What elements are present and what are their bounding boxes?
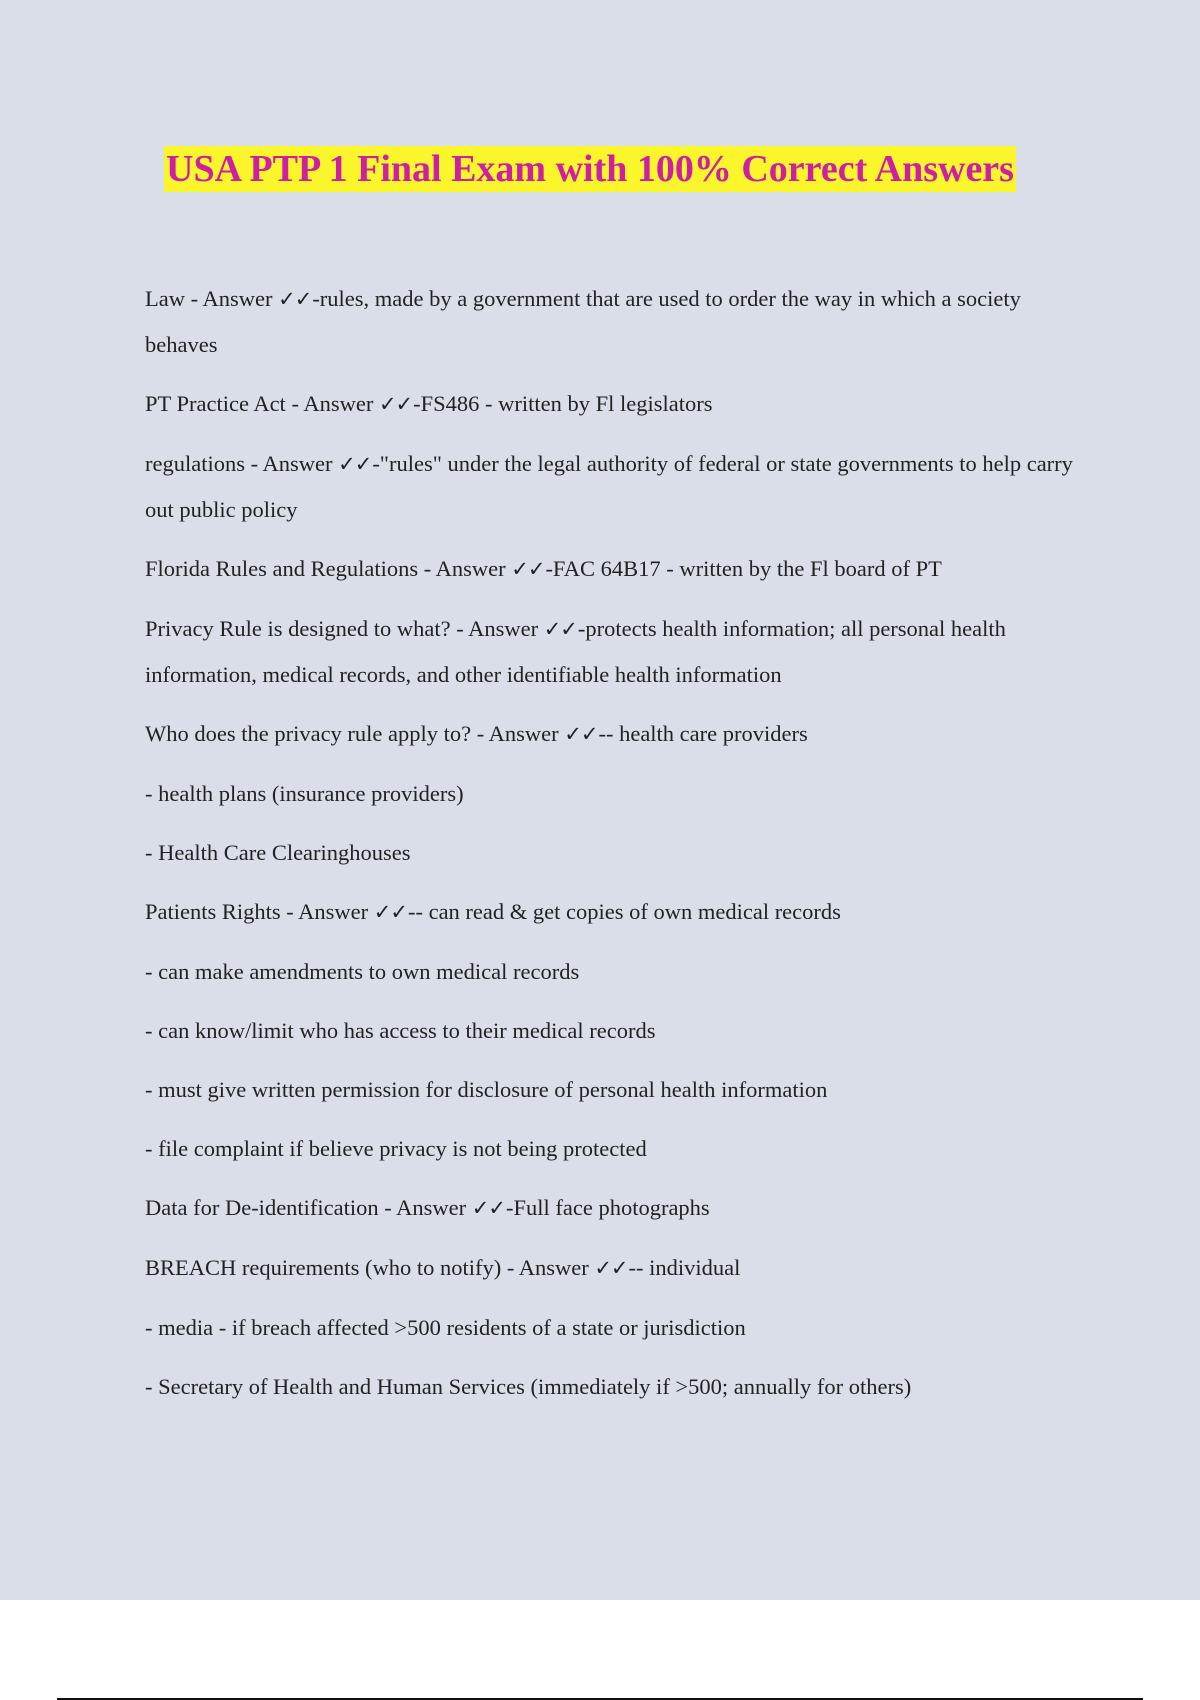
qa-answer-line: - Secretary of Health and Human Services (immediately if >500; annually for others) <box>145 1374 912 1399</box>
double-check-icon: ✓✓ <box>594 1256 628 1280</box>
qa-term: Patients Rights <box>145 899 281 924</box>
qa-entry: PT Practice Act - Answer ✓✓-FS486 - written by Fl legislators <box>145 391 713 416</box>
qa-term: Florida Rules and Regulations <box>145 556 419 581</box>
qa-entry: Florida Rules and Regulations - Answer ✓✓-FAC 64B17 - written by the Fl board of PT <box>145 556 942 581</box>
qa-term: PT Practice Act <box>145 391 286 416</box>
double-check-icon: ✓✓ <box>471 1196 505 1220</box>
qa-answer: -- health care providers <box>598 721 808 746</box>
title-wrap <box>0 146 1200 192</box>
qa-term: Law <box>145 286 185 311</box>
qa-answer: -- individual <box>628 1255 741 1280</box>
qa-entry: BREACH requirements (who to notify) - Answer ✓✓-- individual <box>145 1255 741 1280</box>
qa-entry: Data for De-identification - Answer ✓✓-Full face photographs <box>145 1195 710 1220</box>
qa-term: Privacy Rule is designed to what? <box>145 616 451 641</box>
answer-label: Answer <box>518 1255 589 1280</box>
answer-label: Answer <box>298 899 369 924</box>
qa-answer: -"rules" under the legal authority of federal or state governments to help carry out public policy <box>145 451 1073 522</box>
double-check-icon: ✓✓ <box>543 617 577 641</box>
double-check-icon: ✓✓ <box>373 900 407 924</box>
qa-answer-line: - can make amendments to own medical records <box>145 959 580 984</box>
double-check-icon: ✓✓ <box>511 557 545 581</box>
qa-entry: Who does the privacy rule apply to? - Answer ✓✓-- health care providers <box>145 721 808 746</box>
double-check-icon: ✓✓ <box>278 287 312 311</box>
qa-answer-line: - health plans (insurance providers) <box>145 781 464 806</box>
qa-entry: Privacy Rule is designed to what? - Answer ✓✓-protects health information; all personal health information, medical records, and other identifiable health information <box>145 616 1006 687</box>
answer-label: Answer <box>468 616 539 641</box>
double-check-icon: ✓✓ <box>564 722 598 746</box>
answer-label: Answer <box>396 1195 467 1220</box>
qa-term: Data for De-identification <box>145 1195 379 1220</box>
document-title: USA PTP 1 Final Exam with 100% Correct Answers <box>166 148 1014 190</box>
qa-entry: regulations - Answer ✓✓-"rules" under the legal authority of federal or state governments to help carry out public policy <box>145 451 1073 522</box>
qa-answer-line: - can know/limit who has access to their medical records <box>145 1018 656 1043</box>
qa-term: Who does the privacy rule apply to? <box>145 721 472 746</box>
qa-answer: -Full face photographs <box>505 1195 710 1220</box>
qa-answer: -FS486 - written by Fl legislators <box>413 391 713 416</box>
qa-answer-line: - Health Care Clearinghouses <box>145 840 411 865</box>
answer-label: Answer <box>303 391 374 416</box>
qa-answer: -rules, made by a government that are used to order the way in which a society behaves <box>145 286 1021 357</box>
qa-term: regulations <box>145 451 245 476</box>
qa-list <box>145 276 1090 1409</box>
answer-label: Answer <box>488 721 559 746</box>
qa-entry: Patients Rights - Answer ✓✓-- can read & get copies of own medical records <box>145 899 841 924</box>
answer-label: Answer <box>262 451 333 476</box>
qa-answer-line: - must give written permission for disclosure of personal health information <box>145 1077 828 1102</box>
qa-entry: Law - Answer ✓✓-rules, made by a government that are used to order the way in which a society behaves <box>145 286 1021 357</box>
answer-label: Answer <box>435 556 506 581</box>
answer-label: Answer <box>202 286 273 311</box>
double-check-icon: ✓✓ <box>378 392 413 416</box>
qa-answer: -protects health information; all personal health information, medical records, and other identifiable health information <box>145 616 1006 687</box>
double-check-icon: ✓✓ <box>338 452 372 476</box>
qa-answer: -- can read & get copies of own medical records <box>407 899 841 924</box>
qa-answer-line: - file complaint if believe privacy is not being protected <box>145 1136 647 1161</box>
qa-answer: -FAC 64B17 - written by the Fl board of PT <box>545 556 942 581</box>
qa-answer-line: - media - if breach affected >500 residents of a state or jurisdiction <box>145 1315 746 1340</box>
qa-term: BREACH requirements (who to notify) <box>145 1255 502 1280</box>
